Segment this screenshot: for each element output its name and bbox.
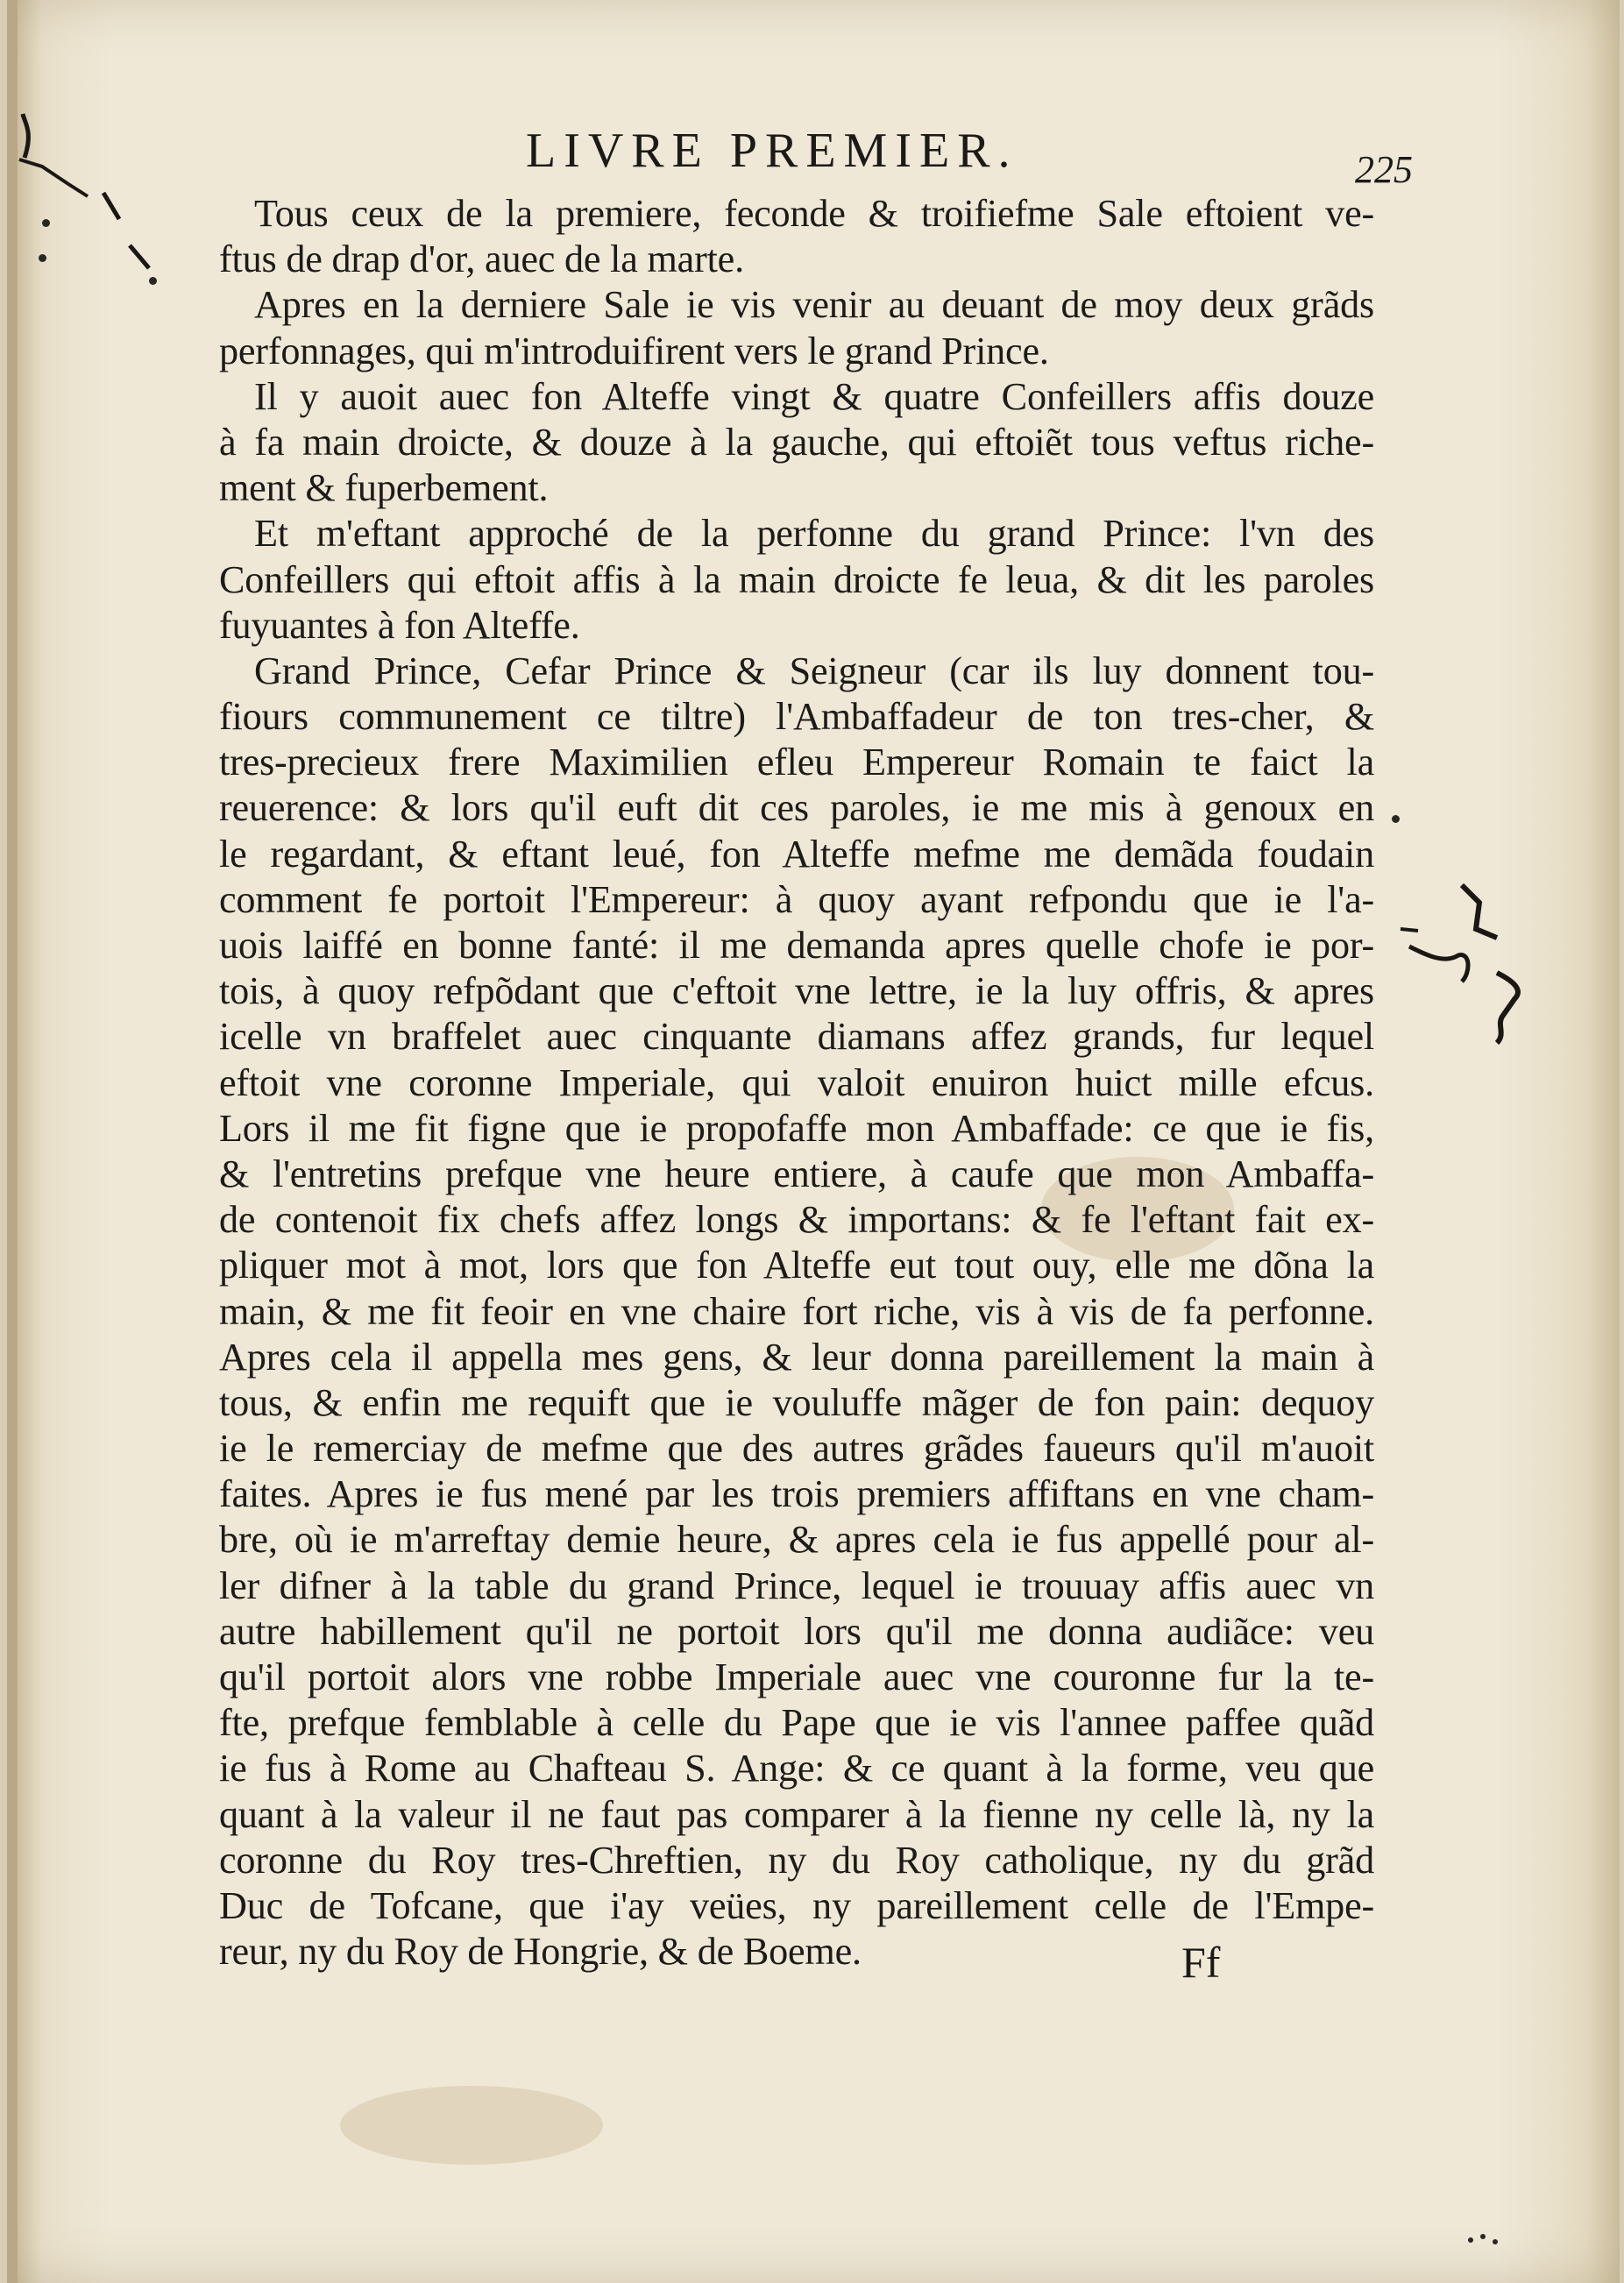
text-line: tois, à quoy refpõdant que c'eftoit vne lettre, ie la luy offris, & apres xyxy=(219,969,1374,1013)
text-line: ftus de drap d'or, auec de la marte. xyxy=(219,238,744,281)
ink-dot xyxy=(149,277,157,285)
text-line: & l'entretins prefque vne heure entiere, à caufe que mon Ambaffa- xyxy=(219,1152,1374,1195)
text-line: bre, où ie m'arreftay demie heure, & apres cela ie fus appellé pour al- xyxy=(219,1518,1374,1562)
text-line: coronne du Roy tres-Chreftien, ny du Roy catholique, ny du grãd xyxy=(219,1838,1374,1882)
page-number: 225 xyxy=(1355,148,1413,191)
left-margin-pen-marks xyxy=(7,105,182,298)
text-line: comment fe portoit l'Empereur: à quoy ayant refpondu que ie l'a- xyxy=(219,877,1374,921)
text-line: fte, prefque femblable à celle du Pape que ie vis l'annee paffee quãd xyxy=(219,1701,1374,1745)
text-line: ie le remerciay de mefme que des autres grãdes faueurs qu'il m'auoit xyxy=(219,1427,1374,1471)
text-line: icelle vn braffelet auec cinquante diamans affez grands, fur lequel xyxy=(219,1015,1374,1059)
text-line: reur, ny du Roy de Hongrie, & de Boeme. xyxy=(219,1930,862,1974)
text-line: de contenoit fix chefs affez longs & importans: & fe l'eftant fait ex- xyxy=(219,1198,1374,1242)
text-line: uois laiffé en bonne fanté: il me demanda apres quelle chofe ie por- xyxy=(219,924,1374,967)
text-line: Et m'eftant approché de la perfonne du grand Prince: l'vn des xyxy=(254,512,1374,556)
text-line: main, & me fit feoir en vne chaire fort riche, vis à vis de fa perfonne. xyxy=(219,1289,1374,1333)
ink-dot xyxy=(42,219,50,227)
text-line: fiours communement ce tiltre) l'Ambaffadeur de ton tres-cher, & xyxy=(219,695,1374,739)
text-line: tous, & enfin me requift que ie vouluffe mãger de fon pain: dequoy xyxy=(219,1380,1374,1424)
text-line: Apres en la derniere Sale ie vis venir au deuant de moy deux grãds xyxy=(254,283,1374,327)
text-line: Apres cela il appella mes gens, & leur donna pareillement la main à xyxy=(219,1335,1374,1379)
text-line: Duc de Tofcane, que i'ay veües, ny pareillement celle de l'Empe- xyxy=(219,1883,1374,1927)
text-line: qu'il portoit alors vne robbe Imperiale auec vne couronne fur la te- xyxy=(219,1656,1374,1698)
text-line: tres-precieux frere Maximilien efleu Empereur Romain te faict la xyxy=(219,741,1374,784)
ink-dot xyxy=(39,254,46,262)
text-line: reuerence: & lors qu'il euft dit ces paroles, ie me mis à genoux en xyxy=(219,786,1374,830)
right-margin-pen-marks xyxy=(1392,868,1567,1069)
text-line: autre habillement qu'il ne portoit lors qu'il me donna audiãce: veu xyxy=(219,1609,1374,1653)
corner-ink-specks xyxy=(1462,2226,1514,2252)
text-line: perfonnages, qui m'introduifirent vers le grand Prince. xyxy=(219,329,1049,372)
signature-mark: Ff xyxy=(1181,1938,1221,1987)
text-line: Tous ceux de la premiere, feconde & troifiefme Sale eftoient ve- xyxy=(254,192,1374,235)
text-line: le regardant, & eftant leué, fon Alteffe mefme me demãda foudain xyxy=(219,832,1374,876)
text-line: quant à la valeur il ne faut pas comparer à la fienne ny celle là, ny la xyxy=(219,1792,1374,1836)
text-line: Confeillers qui eftoit affis à la main droicte fe leua, & dit les paroles xyxy=(219,557,1374,601)
running-title: LIVRE PREMIER. xyxy=(526,124,1018,178)
book-page xyxy=(7,0,1620,2283)
text-line: Grand Prince, Cefar Prince & Seigneur (car ils luy donnent tou- xyxy=(254,649,1374,692)
paper-stain xyxy=(340,2086,603,2165)
text-line: fuyuantes à fon Alteffe. xyxy=(219,603,580,647)
text-line: ie fus à Rome au Chafteau S. Ange: & ce quant à la forme, veu que xyxy=(219,1747,1374,1790)
text-line: à fa main droicte, & douze à la gauche, qui eftoiẽt tous veftus riche- xyxy=(219,420,1374,464)
text-line: Il y auoit auec fon Alteffe vingt & quatre Confeillers affis douze xyxy=(254,374,1374,418)
text-line: ler difner à la table du grand Prince, lequel ie trouuay affis auec vn xyxy=(219,1563,1374,1607)
text-line: Lors il me fit figne que ie propofaffe mon Ambaffade: ce que ie fis, xyxy=(219,1106,1374,1150)
page-header xyxy=(7,123,1620,191)
text-line: ment & fuperbement. xyxy=(219,466,549,510)
ink-dot xyxy=(1392,815,1400,823)
page-body-text xyxy=(219,191,1374,1975)
text-line: faites. Apres ie fus mené par les trois premiers affiftans en vne cham- xyxy=(219,1472,1374,1516)
text-line: eftoit vne coronne Imperiale, qui valoit enuiron huict mille efcus. xyxy=(219,1060,1374,1104)
text-line: pliquer mot à mot, lors que fon Alteffe eut tout ouy, elle me dõna la xyxy=(219,1244,1374,1287)
